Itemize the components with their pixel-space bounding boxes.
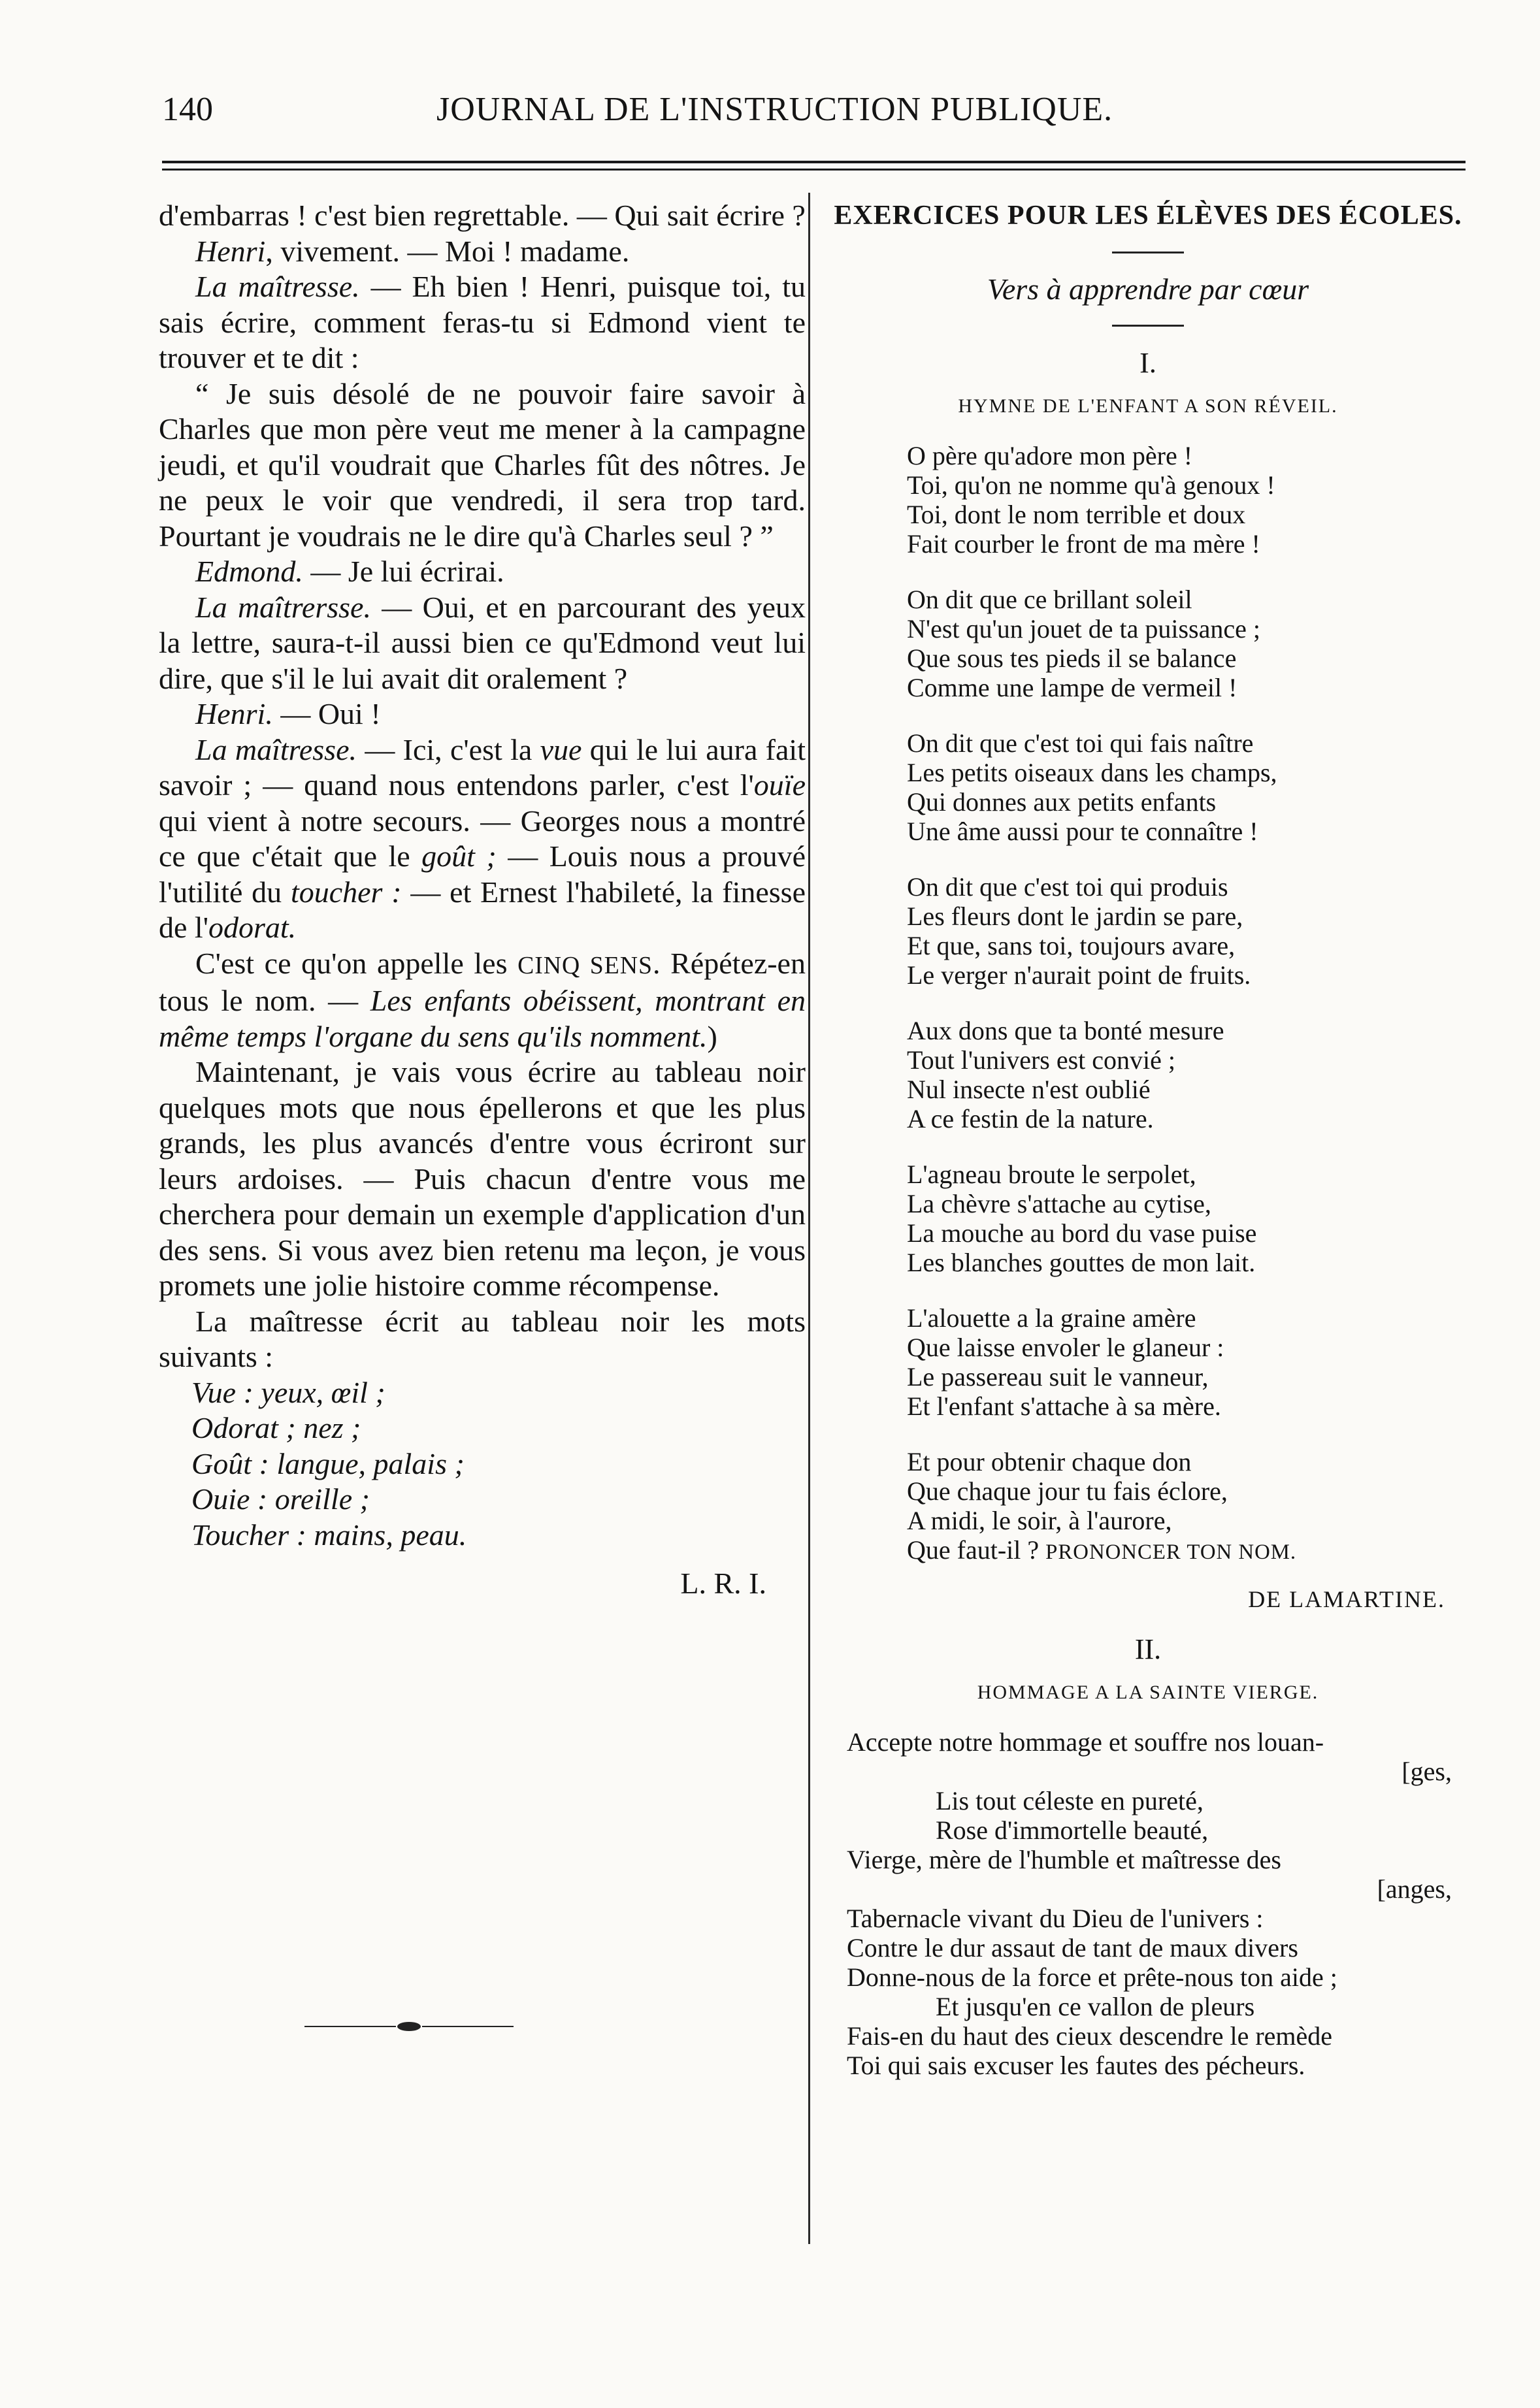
speaker: La maîtrersse. <box>195 590 371 624</box>
page-number: 140 <box>162 91 213 128</box>
text-run: ) <box>707 1019 717 1053</box>
dialogue-text: — Oui, et en parcourant des yeux la lettre, saura-t-il aussi bien ce qu'Edmond veut lui dire, que s'il le lui avait dit oralement ? <box>159 590 806 695</box>
poem <box>825 441 1471 1567</box>
verse: La chèvre s'attache au cytise, <box>907 1189 1211 1218</box>
dialogue-line <box>159 590 806 697</box>
vocab-item: Vue : yeux, œil ; <box>191 1375 385 1409</box>
verse: Et jusqu'en ce vallon de pleurs <box>936 1992 1255 2021</box>
dialogue-text: — Eh bien ! Henri, puisque toi, tu sais écrire, comment feras-tu si Edmond vient te trouver et te dit : <box>159 270 806 374</box>
verse: On dit que c'est toi qui produis <box>907 872 1228 902</box>
verse: Que chaque jour tu fais éclore, <box>907 1476 1228 1506</box>
section-heading: EXERCICES POUR LES ÉLÈVES DES ÉCOLES. <box>834 201 1462 231</box>
stage-direction: Les enfants obéissent, montrant en même temps l'organe du sens qu'ils nomment. <box>159 984 806 1053</box>
verse: Une âme aussi pour te connaître ! <box>907 817 1258 846</box>
verse: Le passereau suit le vanneur, <box>907 1362 1209 1391</box>
stanza <box>907 1303 1471 1421</box>
verse: Et l'enfant s'attache à sa mère. <box>907 1391 1221 1421</box>
poem-number: I. <box>1139 347 1156 379</box>
speaker: Henri. <box>195 697 273 730</box>
sense-word: vue <box>540 732 582 766</box>
verse: Toi qui sais excuser les fautes des pécheurs. <box>847 2051 1305 2080</box>
paragraph: La maîtresse écrit au tableau noir les mots suivants : <box>159 1304 806 1373</box>
text-run: — et Ernest l'habileté, la finesse de l' <box>159 875 806 944</box>
vocab-item: Odorat ; nez ; <box>191 1411 361 1444</box>
verse: La mouche au bord du vase puise <box>907 1218 1257 1248</box>
running-title: JOURNAL DE L'INSTRUCTION PUBLIQUE. <box>436 91 1113 128</box>
short-rule <box>1112 325 1184 327</box>
dialogue-line <box>159 554 806 590</box>
dialogue-line <box>159 732 806 946</box>
stanza <box>907 1447 1471 1567</box>
stanza <box>907 728 1471 846</box>
verse: N'est qu'un jouet de ta puissance ; <box>907 614 1260 643</box>
text-run: — Ici, c'est la <box>357 732 540 766</box>
text-run: C'est ce qu'on appelle les <box>195 946 518 980</box>
verse: Qui donnes aux petits enfants <box>907 787 1217 817</box>
verse-runover: [ges, <box>1401 1757 1452 1786</box>
verse: Toi, qu'on ne nomme qu'à genoux ! <box>907 470 1275 500</box>
poem-title: HYMNE DE L'ENFANT A SON RÉVEIL. <box>958 395 1338 417</box>
verse: Les fleurs dont le jardin se pare, <box>907 902 1243 931</box>
paragraph: Maintenant, je vais vous écrire au tableau noir quelques mots que nous épellerons et que les plus grands, les plus avancés d'entre vous écriront sur leurs ardoises. — Puis chacun d'entre vous me cherchera pour demain un exemple d'application d'un des sens. Si vous avez bien retenu ma leçon, je vous promets une jolie histoire comme récompense. <box>159 1055 806 1302</box>
ornament-dot <box>397 2022 421 2031</box>
header-rule-thin <box>162 169 1466 171</box>
verse: On dit que ce brillant soleil <box>907 585 1192 614</box>
vocabulary-list <box>159 1375 806 1554</box>
verse: L'alouette a la graine amère <box>907 1303 1196 1333</box>
verse: O père qu'adore mon père ! <box>907 441 1193 470</box>
verse: Tabernacle vivant du Dieu de l'univers : <box>847 1904 1264 1933</box>
verse: On dit que c'est toi qui fais naître <box>907 728 1254 758</box>
dialogue-text: — Oui ! <box>272 697 381 730</box>
small-caps: PRONONCER TON NOM. <box>1045 1540 1297 1564</box>
stanza <box>907 441 1471 559</box>
verse: Accepte notre hommage et souffre nos louan- <box>847 1727 1324 1757</box>
verse: Contre le dur assaut de tant de maux divers <box>847 1933 1298 1962</box>
speaker: Edmond. <box>195 555 303 588</box>
paragraph <box>159 946 806 1055</box>
verse-text: Que faut-il ? <box>907 1535 1046 1565</box>
verse: Et pour obtenir chaque don <box>907 1447 1192 1476</box>
running-header <box>162 90 1194 136</box>
dialogue-text: — Je lui écrirai. <box>303 555 504 588</box>
text-run: qui le lui aura fait savoir ; — quand nous entendons parler, c'est l' <box>159 732 806 802</box>
verse: Donne-nous de la force et prête-nous ton aide ; <box>847 1962 1337 1992</box>
text-run: qui vient à notre secours. — Georges nous a montré ce que c'était que le <box>159 804 806 873</box>
text-run: — Louis nous a prouvé l'utilité du <box>159 839 806 909</box>
stanza <box>907 1160 1471 1277</box>
section-subtitle: Vers à apprendre par cœur <box>987 272 1309 306</box>
poem <box>825 1727 1471 2080</box>
speaker: La maîtresse. <box>195 270 360 303</box>
stanza <box>907 872 1471 990</box>
verse: Rose d'immortelle beauté, <box>936 1815 1209 1845</box>
verse: Et que, sans toi, toujours avare, <box>907 931 1236 960</box>
verse: A ce festin de la nature. <box>907 1104 1154 1133</box>
vocab-item: Goût : langue, palais ; <box>191 1446 465 1480</box>
poem-number: II. <box>1134 1633 1162 1665</box>
verse: Les petits oiseaux dans les champs, <box>907 758 1277 787</box>
vocab-item: Ouie : oreille ; <box>191 1482 370 1516</box>
verse: Que laisse envoler le glaneur : <box>907 1333 1224 1362</box>
dialogue-line <box>159 234 806 270</box>
verse: Aux dons que ta bonté mesure <box>907 1016 1224 1045</box>
verse: Toi, dont le nom terrible et doux <box>907 500 1246 529</box>
verse: Fait courber le front de ma mère ! <box>907 529 1260 559</box>
ornament-line <box>422 2026 514 2027</box>
verse: Le verger n'aurait point de fruits. <box>907 960 1251 990</box>
sense-word: toucher : <box>290 875 402 909</box>
sense-word: ouïe <box>753 768 806 802</box>
fleuron-ornament <box>304 2020 514 2033</box>
verse-runover: [anges, <box>1377 1874 1452 1904</box>
column-divider <box>808 193 810 2244</box>
dialogue-text: , vivement. — Moi ! madame. <box>265 234 630 268</box>
quoted-letter: “ Je suis désolé de ne pouvoir faire savoir à Charles que mon père veut me mener à la campagne jeudi, et qu'il voudrait que Charles fût des nôtres. Je ne peux le voir que vendredi, il sera trop tard. Pourtant je voudrais ne le dire qu'à Charles seul ? ” <box>159 376 806 553</box>
verse: A midi, le soir, à l'aurore, <box>907 1506 1172 1535</box>
left-column <box>159 198 806 1601</box>
verse: Fais-en du haut des cieux descendre le remède <box>847 2021 1333 2051</box>
right-column <box>825 198 1471 2080</box>
verse: L'agneau broute le serpolet, <box>907 1160 1196 1189</box>
speaker: La maîtresse. <box>195 732 357 766</box>
verse: Que sous tes pieds il se balance <box>907 643 1237 673</box>
sense-word: goût ; <box>421 839 497 873</box>
verse: Lis tout céleste en pureté, <box>936 1786 1204 1815</box>
speaker: Henri <box>195 234 266 268</box>
dialogue-line <box>159 696 806 732</box>
verse: Comme une lampe de vermeil ! <box>907 673 1237 702</box>
verse: Tout l'univers est convié ; <box>907 1045 1175 1075</box>
ornament-line <box>304 2026 396 2027</box>
poem-author: DE LAMARTINE. <box>1248 1586 1445 1612</box>
dialogue-line <box>159 269 806 376</box>
short-rule <box>1112 252 1184 253</box>
sense-word: odorat. <box>208 911 297 944</box>
signature: L. R. I. <box>680 1567 766 1600</box>
stanza <box>907 1016 1471 1133</box>
stanza <box>907 585 1471 702</box>
poem-title: HOMMAGE A LA SAINTE VIERGE. <box>977 1682 1319 1703</box>
small-caps: CINQ SENS <box>517 951 653 979</box>
header-rule <box>162 161 1466 163</box>
verse: Nul insecte n'est oublié <box>907 1075 1151 1104</box>
verse: Les blanches gouttes de mon lait. <box>907 1248 1256 1277</box>
verse: Vierge, mère de l'humble et maîtresse des <box>847 1845 1281 1874</box>
text-run: . Répétez-en tous le nom. — <box>159 946 806 1017</box>
paragraph: d'embarras ! c'est bien regrettable. — Qui sait écrire ? <box>159 199 806 232</box>
verse <box>907 1535 1471 1567</box>
vocab-item: Toucher : mains, peau. <box>191 1518 467 1552</box>
